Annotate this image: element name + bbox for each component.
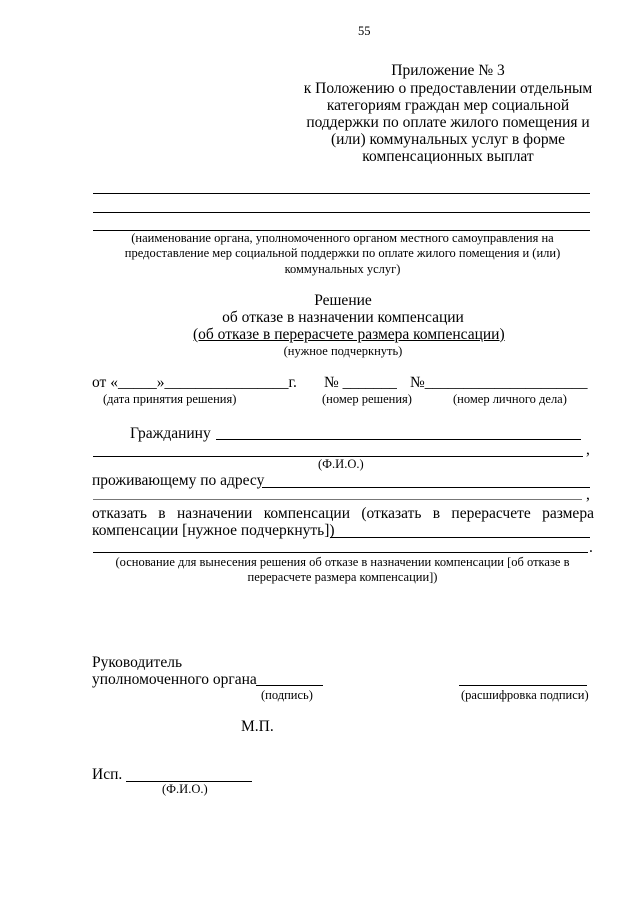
date-caption: (дата принятия решения) bbox=[103, 392, 237, 406]
appendix-title: Приложение № 3 bbox=[391, 62, 505, 79]
refusal-word: перерасчете bbox=[451, 505, 531, 522]
decode-caption: (расшифровка подписи) bbox=[461, 688, 589, 702]
address-line-2 bbox=[93, 499, 582, 500]
executor-label: Исп. bbox=[92, 766, 123, 783]
decision-line-1: об отказе в назначении компенсации bbox=[222, 309, 464, 326]
executor-fio-caption: (Ф.И.О.) bbox=[162, 782, 208, 796]
org-caption-3: коммунальных услуг) bbox=[284, 262, 401, 276]
refusal-word: компенсации bbox=[263, 505, 350, 522]
head-label-2: уполномоченного органа bbox=[92, 671, 257, 688]
org-blank-line-2 bbox=[93, 212, 590, 213]
refusal-word: назначении bbox=[176, 505, 253, 522]
address-comma: , bbox=[586, 486, 590, 503]
org-caption-2: предоставление мер социальной поддержки по оплате жилого помещения и (или) bbox=[124, 246, 561, 260]
address-label: проживающему по адресу bbox=[92, 472, 265, 489]
head-label-1: Руководитель bbox=[92, 654, 183, 671]
appendix-line-3: поддержки по оплате жилого помещения и bbox=[306, 114, 590, 131]
basis-caption-1: (основание для вынесения решения об отказе в назначении компенсации [об отказе в bbox=[115, 555, 570, 569]
refusal-line-2: компенсации [нужное подчеркнуть]) bbox=[92, 522, 335, 539]
citizen-label: Гражданину bbox=[130, 425, 211, 442]
fio-caption: (Ф.И.О.) bbox=[318, 457, 364, 471]
page-number: 55 bbox=[358, 24, 371, 38]
signature-decode-line bbox=[459, 685, 587, 686]
stamp-label: М.П. bbox=[241, 718, 274, 735]
appendix-line-4: (или) коммунальных услуг в форме bbox=[330, 131, 566, 148]
appendix-line-5: компенсационных выплат bbox=[362, 148, 534, 165]
decision-title: Решение bbox=[314, 292, 372, 309]
case-number-field: №_____________________ bbox=[410, 374, 588, 391]
refusal-word: в bbox=[432, 505, 441, 522]
citizen-comma: , bbox=[586, 441, 590, 458]
refusal-word: размера bbox=[542, 505, 594, 522]
refusal-line-1 bbox=[92, 505, 594, 523]
refusal-dot: . bbox=[589, 539, 593, 556]
basis-caption-2: перерасчете размера компенсации]) bbox=[247, 570, 438, 584]
decision-date-field: от «_____»________________г. bbox=[92, 374, 297, 391]
refusal-word: (отказать bbox=[361, 505, 422, 522]
decision-line-2: (об отказе в перерасчете размера компенсации) bbox=[193, 326, 505, 343]
signature-line bbox=[256, 685, 323, 686]
appendix-line-2: категориям граждан мер социальной bbox=[326, 97, 570, 114]
decision-number-field: № _______ bbox=[324, 374, 397, 391]
citizen-name-line bbox=[216, 439, 581, 440]
org-blank-line-1 bbox=[93, 193, 590, 194]
refusal-basis-line bbox=[93, 552, 588, 553]
appendix-line-1: к Положению о предоставлении отдельным bbox=[303, 80, 593, 97]
decision-note: (нужное подчеркнуть) bbox=[283, 344, 403, 358]
org-caption-1: (наименование органа, уполномоченного органом местного самоуправления на bbox=[131, 231, 554, 245]
number-caption: (номер решения) bbox=[322, 392, 412, 406]
refusal-word: отказать bbox=[92, 505, 147, 522]
sign-caption: (подпись) bbox=[261, 688, 313, 702]
address-line bbox=[262, 487, 590, 488]
case-caption: (номер личного дела) bbox=[453, 392, 567, 406]
refusal-word: в bbox=[158, 505, 166, 522]
refusal-line-blank bbox=[330, 537, 590, 538]
